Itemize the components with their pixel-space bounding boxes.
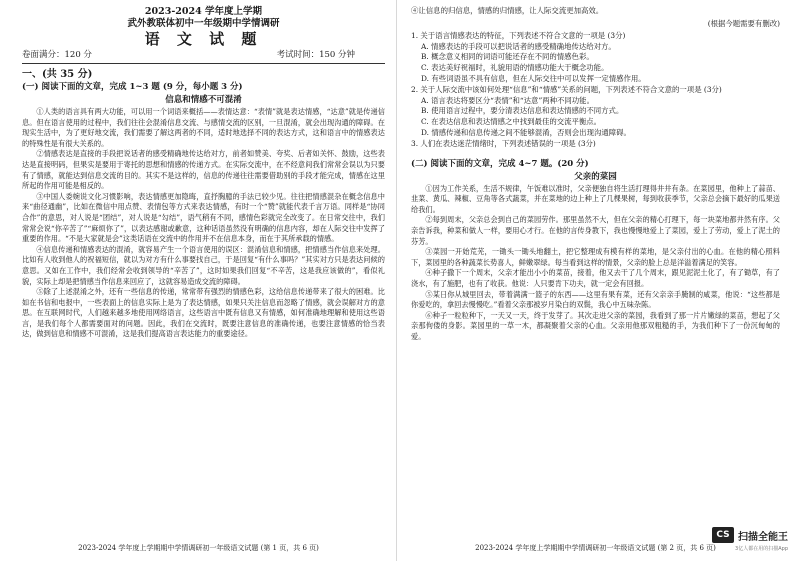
article-2-title: 父亲的菜园 <box>574 171 617 182</box>
scanner-app-name: 扫描全能王 <box>738 531 788 543</box>
article-2-paragraph: ⑥种子一粒粒种下，一天又一天，终于发芽了。其次走进父亲的菜园，我看到了那一片片嫩绿的菜苗，想起了父亲那佝偻的身影。菜园里的一草一木，都凝聚着父亲的心血。父亲用他那双粗糙的手，为我们种下了一份沉甸甸的爱。 <box>411 310 780 341</box>
question-1-option-d: D. 有些词语虽不具有信息，但在人际交往中可以发挥一定情感作用。 <box>421 73 646 83</box>
question-2-stem: 2. 关于人际交流中该如何处理“信息”和“情感”关系的问题，下列表述不符合文意的一项是 (3分) <box>411 84 722 94</box>
article-2-paragraph: ③菜园一开始荒芜，一锄头一锄头地翻土，把它整理成有模有样的菜地，是父亲付出的心血。在他的精心照料下，菜园里的各种蔬菜长势喜人，鲜嫩翠绿。每当看到这样的情景，父亲的脸上总是洋溢着满足的笑容。 <box>411 247 780 267</box>
question-1-option-b: B. 概念意义相同的词语可能还存在不同的情感色彩。 <box>421 52 594 62</box>
question-2-option-a: A. 语言表达将要区分“表情”和“达意”两种不同功能。 <box>421 95 594 105</box>
page-2-footer: 2023-2024 学年度上学期期中学情调研初一年级语文试题 (第 2 页，共 6 页) <box>475 544 716 552</box>
exam-time: 考试时间：150 分钟 <box>276 50 355 60</box>
exam-school-title: 武外教联体初中一年级期中学情调研 <box>127 18 280 29</box>
article-2-paragraph: ⑤某日你从城里回去，带着满满一篮子的东西——这里有果有菜，还有父亲亲手腌制的咸菜，他说：“这些都是你爱吃的，拿回去慢慢吃。”看着父亲那被岁月染白的双鬓，我心中五味杂陈。 <box>411 289 780 310</box>
article-2-paragraph: ②每到周末，父亲总会到自己的菜园劳作。那里虽然不大，但在父亲的精心打理下，每一块菜地都井然有序。父亲告诉我，种菜和做人一样，要用心才行。在他的言传身教下，我也慢慢地爱上了菜园，爱上了劳动，爱上了泥土的芬芳。 <box>411 215 780 246</box>
scanner-watermark <box>712 527 788 543</box>
header-divider <box>22 63 385 64</box>
question-2-option-b: B. 使用语言过程中，要分清表达信息和表达情感的不同方式。 <box>421 106 624 116</box>
subsection-2-heading: (二) 阅读下面的文章，完成 4~7 题。(20 分) <box>411 158 589 169</box>
question-1-option-a: A. 情感表达的手段可以把说话者的感受精确地传达给对方。 <box>421 41 616 51</box>
article-2-paragraph: ④种子撒下一个周末，父亲才能出小小的菜苗，接着，他又去干了几个周末，跟见泥泥土化了，有了锄草，有了浇水，有了施肥，也有了收获。他说：人只要肯下功夫，就一定会有回报。 <box>411 268 780 288</box>
article-1-last-paragraph: ④让信息的归信息，情感的归情感，让人际交流更加高效。 <box>411 6 604 15</box>
section-1-heading: 一、(共 35 分) <box>22 69 93 80</box>
exam-subject-title: 语 文 试 题 <box>144 30 263 48</box>
question-1-option-c: C. 表达美好祝福时，礼貌用语的情感功能大于概念功能。 <box>421 63 609 73</box>
article-1-paragraph: ④信息传递和情感表达的混淆，就容易产生一个语言使用的误区：混淆信息和情感，把情感当作信息来处理。比如有人收到他人的祝福短信，就以为对方有什么事要找自己，于是回复“有什么事吗？”其实对方只是表达问候的意思。又如在工作中，我们经常会收到领导的“辛苦了”，这时如果我们回复“不辛苦，这是我应该做的”，看似礼貌，实际上却是把情感当作信息来回应了，这就容易造成交流的障碍。 <box>22 244 385 286</box>
scanner-tagline: 3亿人都在用的扫描App <box>735 546 788 552</box>
question-1-stem: 1. 关于语言情感表达的特征，下列表述不符合文意的一项是 (3分) <box>411 30 626 40</box>
article-1-paragraph: ①人类的语言具有两大功能，可以用一个词语来概括——表情达意：“表情”就是表达情感，“达意”就是传递信息。但在语言使用的过程中，我们往往会混淆信息交流、与感情交流的区别，一旦混淆，就会出现沟通的障碍。在现实生活中，为了更好地交流，我们需要了解这两者的不同，适时地选择不同的表达方式，这和语言中的情感表达的特殊性是有很大关系的。 <box>22 107 385 148</box>
article-1-paragraph: ②情感表达是直接的手段把说话者的感受精确地传达给对方，前者如赞美、夸奖、后者如关怀、鼓励，这些表达是直接明码，但果实是要用于寄托的思想和情感的传递方式。在实际交流中，在不经意间我们常常会误以为只要有了情感，就能达到信息交流的目的。其实不是这样的，信息的传递往往需要借助别的手段才能完成，情感在这里所起的作用可能是相反的。 <box>22 149 385 191</box>
source-note: (根据今题需要有删改) <box>707 18 780 28</box>
subsection-1-heading: (一) 阅读下面的文章，完成 1~3 题 (9 分，每小题 3 分) <box>22 82 243 92</box>
exam-year-title: 2023-2024 学年度上学期 <box>144 6 263 17</box>
article-2-paragraph: ①因为工作关系，生活不规律，午饭难以准时，父亲便独自将生活打理得井井有条。在菜园里，他种上了蒜苗、韭菜、黄瓜、辣椒、豆角等各式蔬菜，并在菜地的边上种上了几棵果树，每到收获季节，父亲总会摘下最好的瓜果送给我们。 <box>411 183 780 214</box>
question-2-option-d: D. 情感传递和信息传递之间不能够混淆，否则会出现沟通障碍。 <box>421 127 631 137</box>
exam-meta <box>22 49 385 61</box>
page-1-footer: 2023-2024 学年度上学期期中学情调研初一年级语文试题 (第 1 页，共 6 页) <box>78 544 319 552</box>
question-2-option-c: C. 在表达信息和表达情感之中找到最佳的交流平衡点。 <box>421 117 602 127</box>
article-1-paragraph: ⑤除了上述混淆之外，还有一些信息的传递，常常带有强烈的情感色彩，这给信息传递带来了很大的困难。比如在书信和电报中，一些表面上的信息实际上是为了表达情感，如果只关注信息而忽略了情感，就会误解对方的意思。在互联网时代，人们越来越多地使用网络语言，这些语言中既有信息又有情感，如何准确地理解和使用这些语言，是我们每个人都需要面对的问题。因此，我们在交流时，既要注意信息的准确传递，也要注意情感的恰当表达，做到信息和情感不可混淆，这是我们提高语言表达能力的重要途径。 <box>22 287 385 339</box>
scanner-logo-icon: CS <box>712 527 734 543</box>
article-1-paragraph: ③中国人委婉说文化习惯影响，表达情感更加隐晦，直抒胸臆的手法已较少见。往往把情感混杂在概念信息中来“曲径通幽”，比如在微信中用点赞、表情包等方式来表达情感，有时一个“赞”就能代表千言万语。同样是“协同合作”的意思，对人说是“团结”，对人说是“勾结”，语气稍有不同，感情色彩就完全改变了。在日常交往中，我们常常会说“你辛苦了”“麻烦你了”，以表达感谢或歉意，这种话语虽然没有明确的信息内容，却在人际交往中发挥了重要的作用。“不是大家就是会”这类话语在交流中的作用并不在信息本身，而在于其所承载的情感。 <box>22 191 385 244</box>
article-1-title: 信息和情感不可混淆 <box>165 95 242 105</box>
right-page <box>397 0 794 561</box>
exam-score: 卷面满分：120 分 <box>22 50 92 60</box>
question-3-stem: 3. 人们在表达迷茫情绪时，下列表述错误的一项是 (3分) <box>411 138 596 148</box>
